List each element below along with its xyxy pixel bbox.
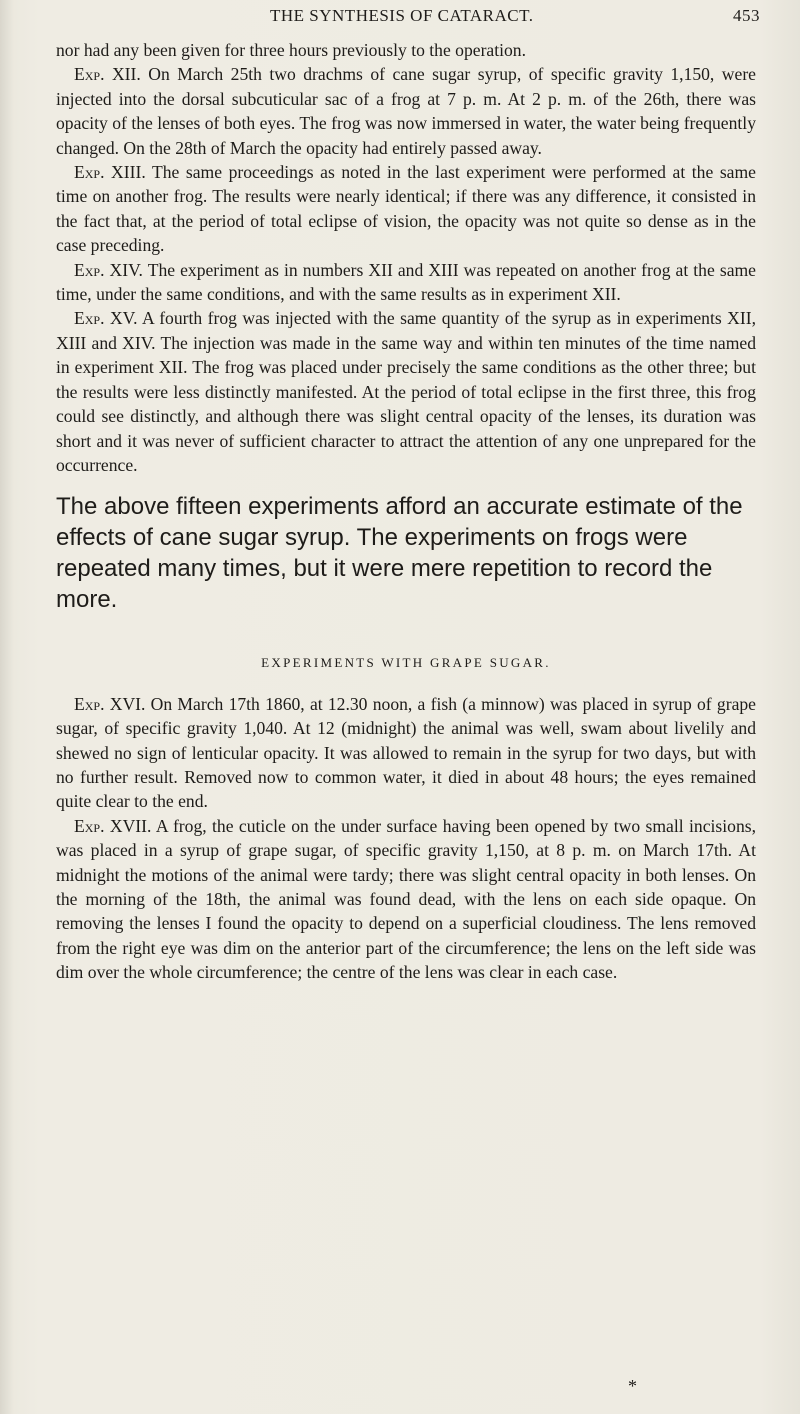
footer-mark: * bbox=[628, 1376, 637, 1396]
experiment-label: Exp. XVI. bbox=[74, 693, 146, 714]
experiment-label: Exp. XIII. bbox=[74, 162, 146, 183]
page-number: 453 bbox=[733, 6, 760, 25]
summary-paragraph: The above fifteen experiments afford an accurate estimate of the effects of cane sugar syrup. The experiments on frogs were repeated many times, but it were mere repetition to record the more. bbox=[56, 493, 743, 614]
paragraph-exp-13: Exp. XIII. The same proceedings as noted in the last experiment were performed at the same time on another frog. The results were nearly identical; if there was any difference, it consisted in the fact that, at the period of total eclipse of vision, the opacity was not quite so dense as in the case preceding. bbox=[56, 162, 756, 256]
experiment-label: Exp. XVII. bbox=[74, 815, 152, 836]
paragraph-exp-14: Exp. XIV. The experiment as in numbers XII and XIII was repeated on another frog at the same time, under the same conditions, and with the same results as in experiment XII. bbox=[56, 259, 756, 305]
experiment-label: Exp. XIV. bbox=[74, 259, 143, 280]
page-body bbox=[56, 38, 756, 985]
section-heading: EXPERIMENTS WITH GRAPE SUGAR. bbox=[261, 655, 551, 671]
experiment-label: Exp. XV. bbox=[74, 308, 138, 329]
paragraph-continued: nor had any been given for three hours previously to the operation. bbox=[56, 40, 527, 60]
paragraph-exp-12: Exp. XII. On March 25th two drachms of cane sugar syrup, of specific gravity 1,150, were injected into the dorsal subcuticular sac of a frog at 7 p. m. At 2 p. m. of the 26th, there was opacity of the lenses of both eyes. The frog was now immersed in water, the water being frequently changed. On the 28th of March the opacity had entirely passed away. bbox=[56, 64, 756, 158]
running-header bbox=[40, 6, 760, 30]
paragraph-exp-16: Exp. XVI. On March 17th 1860, at 12.30 noon, a fish (a minnow) was placed in syrup of grape sugar, of specific gravity 1,040. At 12 (midnight) the animal was well, swam about livelily and shewed no sign of lenticular opacity. It was allowed to remain in the syrup for two days, but with no further result. Removed now to common water, it died in about 48 hours; the eyes remained quite clear to the end. bbox=[56, 693, 756, 812]
paragraph-exp-15: Exp. XV. A fourth frog was injected with the same quantity of the syrup as in experiments XII, XIII and XIV. The injection was made in the same way and within ten minutes of the time named in experiment XII. The frog was placed under precisely the same conditions as the other three; but the results were less distinctly manifested. At the period of total eclipse in the first three, this frog could see distinctly, and although there was slight central opacity of the lenses, its duration was short and it was never of sufficient character to attract the attention of any one unprepared for the occurrence. bbox=[56, 308, 756, 475]
paragraph-exp-17: Exp. XVII. A frog, the cuticle on the under surface having been opened by two small incisions, was placed in a syrup of grape sugar, of specific gravity 1,150, at 8 p. m. on March 17th. At midnight the motions of the animal were tardy; there was slight central opacity in both lenses. On the morning of the 18th, the animal was found dead, with the lens on each side opaque. On removing the lenses I found the opacity to depend on a superficial cloudiness. The lens removed from the right eye was dim on the anterior part of the circumference; the lens on the left side was dim over the whole circumference; the centre of the lens was clear in each case. bbox=[56, 815, 756, 983]
experiment-label: Exp. XII. bbox=[74, 64, 141, 85]
running-title: THE SYNTHESIS OF CATARACT. bbox=[270, 6, 534, 25]
